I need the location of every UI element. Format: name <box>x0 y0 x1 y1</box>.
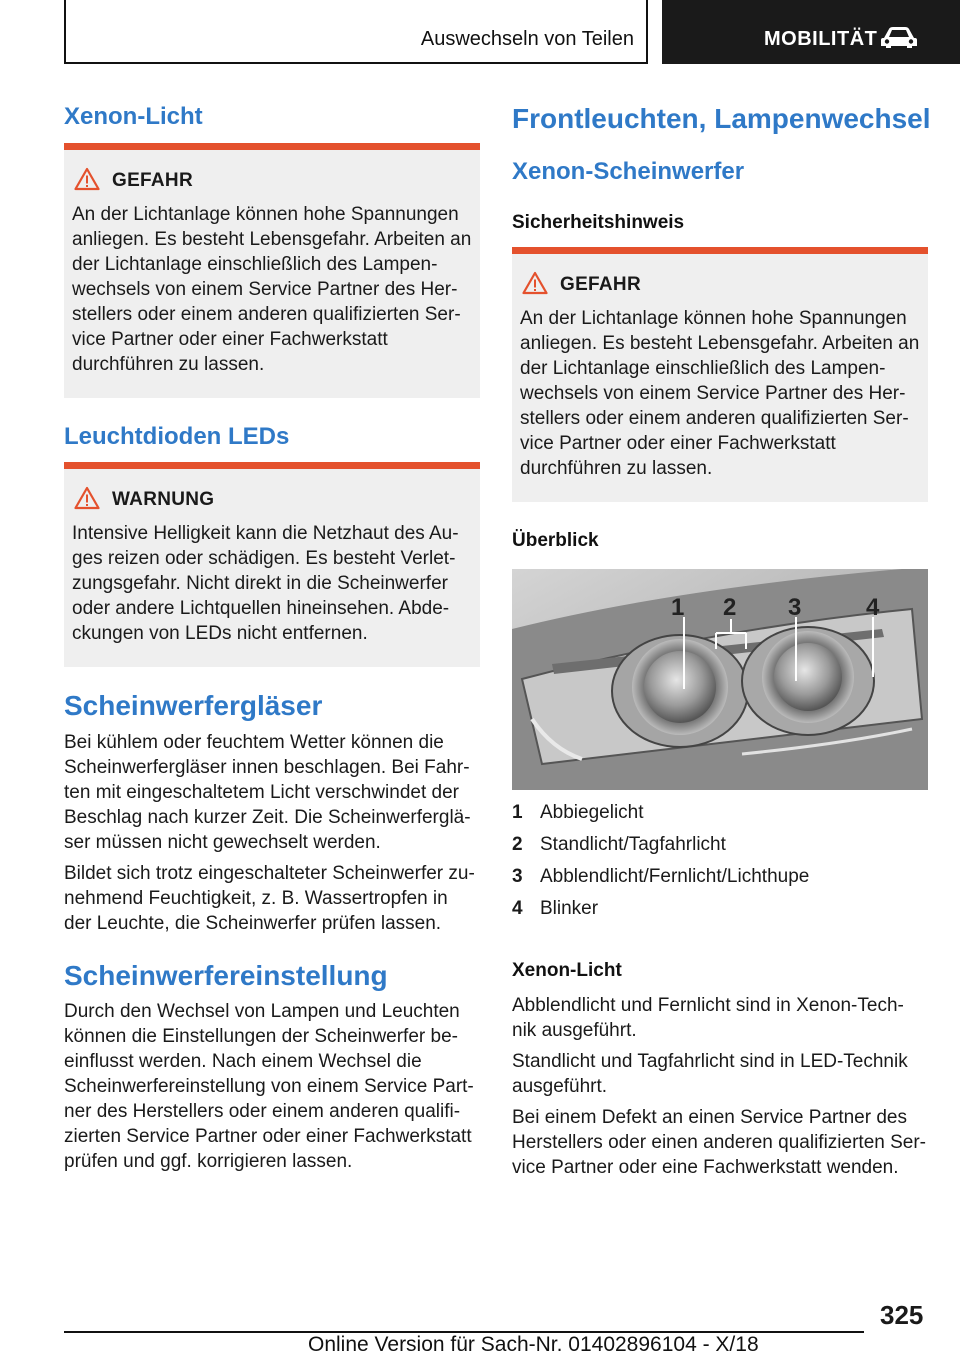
xenon-licht-subheading: Xenon-Licht <box>512 960 622 981</box>
danger-box <box>64 143 480 398</box>
online-version-text: Online Version für Sach-Nr. 01402896104 - X/18 <box>308 1333 759 1356</box>
warning-triangle-icon <box>74 486 100 510</box>
legend-text: Abblendlicht/Fernlicht/Lichthupe <box>540 866 810 887</box>
scheinwerferglaeser-heading: Scheinwerfergläser <box>64 690 323 721</box>
danger-label-right: GEFAHR <box>560 274 641 295</box>
legend-text: Blinker <box>540 898 599 919</box>
legend-number: 1 <box>512 802 523 823</box>
led-heading: Leuchtdioden LEDs <box>64 423 290 450</box>
legend-list <box>512 802 928 930</box>
warning-label: WARNUNG <box>112 489 215 510</box>
legend-number: 3 <box>512 866 523 887</box>
adjust-paragraph: Durch den Wechsel von Lampen und Leuchten können die Einstellungen der Scheinwerfer be- einflusst werden. Nach einem Wechsel die Scheinwerfereinstellung von einem Service Part- ner des Herstellers oder einem anderen qualifi- zierten Service Partner oder einer Fachwerkstatt prüfen und ggf. korrigieren lassen. <box>64 1001 474 1172</box>
page-number: 325 <box>880 1300 924 1330</box>
ueberblick-heading: Überblick <box>512 530 599 551</box>
sicherheitshinweis-heading: Sicherheitshinweis <box>512 212 685 233</box>
list-item <box>512 834 928 866</box>
scheinwerfereinstellung-heading: Scheinwerfereinstellung <box>64 960 388 991</box>
figure-label-1: 1 <box>671 594 685 621</box>
danger-box-right <box>512 247 928 502</box>
danger-text-right: An der Lichtanlage können hohe Spannungen anliegen. Es besteht Lebensgefahr. Arbeiten an der Lichtanlage einschließlich des Lampen- wechsels von einem Service Partner des Her- stellers oder einem anderen qualifizierten Ser- vice Partner oder einer Fachwerkstatt durchführen zu lassen. <box>520 308 920 479</box>
headlight-figure <box>512 569 928 790</box>
list-item <box>512 866 928 898</box>
xenon-paragraph-1: Abblendlicht und Fernlicht sind in Xenon-Tech- nik ausgeführt. <box>512 995 904 1041</box>
warning-triangle-icon <box>522 271 548 295</box>
figure-label-3: 3 <box>788 594 802 621</box>
car-icon <box>880 24 918 50</box>
figure-label-2: 2 <box>723 594 737 621</box>
header-section-tab <box>64 0 648 64</box>
glass-paragraph-2: Bildet sich trotz eingeschalteter Scheinwerfer zu- nehmend Feuchtigkeit, z. B. Wassertropfen in der Leuchte, die Scheinwerfer prüfen lassen. <box>64 863 475 934</box>
legend-text: Abbiegelicht <box>540 802 644 823</box>
legend-text: Standlicht/Tagfahrlicht <box>540 834 726 855</box>
list-item <box>512 898 928 930</box>
glass-paragraph-1: Bei kühlem oder feuchtem Wetter können die Scheinwerfergläser innen beschlagen. Bei Fahr- ten mit eingeschaltetem Licht verschwindet der Beschlag nach kurzer Zeit. Die Scheinwerferglä- ser müssen nicht gewechselt werden. <box>64 732 471 853</box>
xenon-paragraph-3: Bei einem Defekt an einen Service Partner des Herstellers oder einen anderen qualifizierten Ser- vice Partner oder eine Fachwerkstatt wenden. <box>512 1107 927 1178</box>
danger-label: GEFAHR <box>112 170 193 191</box>
header-section-title: Auswechseln von Teilen <box>420 28 634 50</box>
figure-label-4: 4 <box>866 594 880 621</box>
warning-box <box>64 462 480 667</box>
danger-text: An der Lichtanlage können hohe Spannungen anliegen. Es besteht Lebensgefahr. Arbeiten an der Lichtanlage einschließlich des Lampen- wechsels von einem Service Partner des Her- stellers oder einem anderen qualifizierten Ser- vice Partner oder einer Fachwerkstatt durchführen zu lassen. <box>72 204 472 375</box>
list-item <box>512 802 928 834</box>
warning-triangle-icon <box>74 167 100 191</box>
xenon-paragraph-2: Standlicht und Tagfahrlicht sind in LED-Technik ausgeführt. <box>512 1051 908 1097</box>
legend-number: 4 <box>512 898 523 919</box>
xenon-scheinwerfer-heading: Xenon-Scheinwerfer <box>512 158 745 185</box>
warning-text: Intensive Helligkeit kann die Netzhaut des Au- ges reizen oder schädigen. Es besteht Verlet- zungsgefahr. Nicht direkt in die Scheinwerfer oder andere Lichtquellen hineinsehen. Abde- ckungen von LEDs nicht entfernen. <box>72 523 459 644</box>
legend-number: 2 <box>512 834 523 855</box>
header-chapter-tab <box>662 0 960 64</box>
header-chapter-title: MOBILITÄT <box>764 28 878 50</box>
xenon-licht-heading: Xenon-Licht <box>64 103 203 130</box>
frontleuchten-heading: Frontleuchten, Lampenwechsel <box>512 103 931 134</box>
